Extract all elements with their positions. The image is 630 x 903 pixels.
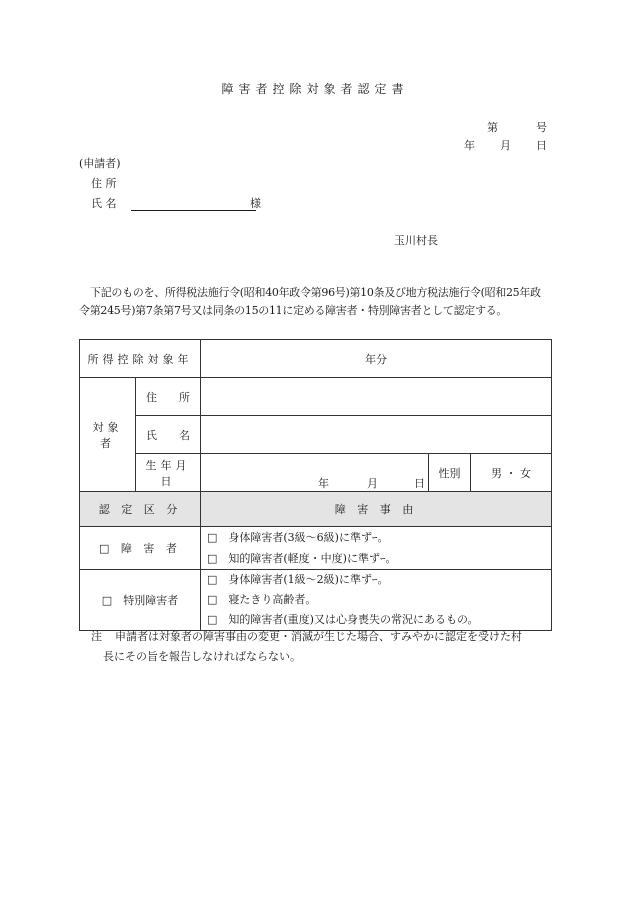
address-row <box>80 378 552 416</box>
reason-option[interactable]: □ 知的障害者(重度)又は心身喪失の常況にあるもの。 <box>207 613 479 626</box>
applicant-name-label: 氏 名 <box>91 197 117 210</box>
date-day: 日 <box>536 139 547 152</box>
applicant-label: (申請者) <box>79 157 121 170</box>
dob-row <box>80 454 552 492</box>
dob-month: 月 <box>367 477 378 490</box>
number-dai: 第 <box>487 121 498 134</box>
note-label: 注 <box>91 630 102 643</box>
dob-field[interactable] <box>201 454 429 492</box>
body-text-content: 下記のものを、所得税法施行令(昭和40年政令第96号)第10条及び地方税法施行令(昭和25年政令第245号)第7条第7号又は同条の15の11に定める障害者・特別障害者として認定する。 <box>79 286 541 317</box>
applicant-name-line <box>131 210 256 211</box>
name-field[interactable] <box>201 416 552 454</box>
year-value: 年分 <box>201 340 552 378</box>
address-label: 住 所 <box>136 378 201 416</box>
category-row-disabled <box>80 527 552 570</box>
reasons-disabled <box>201 527 552 570</box>
year-row <box>80 340 552 378</box>
category-row-special <box>80 570 552 631</box>
date-year: 年 <box>464 139 475 152</box>
gender-label: 性別 <box>429 454 471 492</box>
dob-year: 年 <box>318 477 329 490</box>
reason-header: 障 害 事 由 <box>201 492 552 527</box>
reason-option[interactable]: □ 身体障害者(3級～6級)に準ずｰ。 <box>207 531 389 544</box>
category-header-row <box>80 492 552 527</box>
certification-table <box>79 339 552 631</box>
note-line-1: 申請者は対象者の障害事由の変更・消滅が生じた場合、すみやかに認定を受けた村 <box>115 630 522 643</box>
category-header: 認 定 区 分 <box>80 492 201 527</box>
subject-label: 対象者 <box>80 378 136 492</box>
reasons-special <box>201 570 552 631</box>
applicant-honorific: 様 <box>250 197 261 210</box>
note-line-2: 長にその旨を報告しなければならない。 <box>103 650 301 663</box>
gender-options[interactable]: 男 ・ 女 <box>471 454 552 492</box>
applicant-address-label: 住 所 <box>91 177 117 190</box>
reason-option[interactable]: □ 知的障害者(軽度・中度)に準ずｰ。 <box>207 552 397 565</box>
reason-option[interactable]: □ 寝たきり高齢者。 <box>207 593 317 606</box>
dob-label: 生年月日 <box>136 454 201 492</box>
number-go: 号 <box>536 121 547 134</box>
name-row <box>80 416 552 454</box>
document-title: 障害者控除対象者認定書 <box>221 82 409 96</box>
issuer: 玉川村長 <box>394 234 438 247</box>
reason-option[interactable]: □ 身体障害者(1級～2級)に準ずｰ。 <box>207 573 389 586</box>
body-text <box>79 284 551 320</box>
name-label: 氏 名 <box>136 416 201 454</box>
date-month: 月 <box>500 139 511 152</box>
dob-day: 日 <box>414 477 425 490</box>
category-disabled[interactable]: □ 障 害 者 <box>80 527 201 570</box>
year-label: 所得控除対象年 <box>80 340 201 378</box>
category-special[interactable]: □ 特別障害者 <box>80 570 201 631</box>
address-field[interactable] <box>201 378 552 416</box>
